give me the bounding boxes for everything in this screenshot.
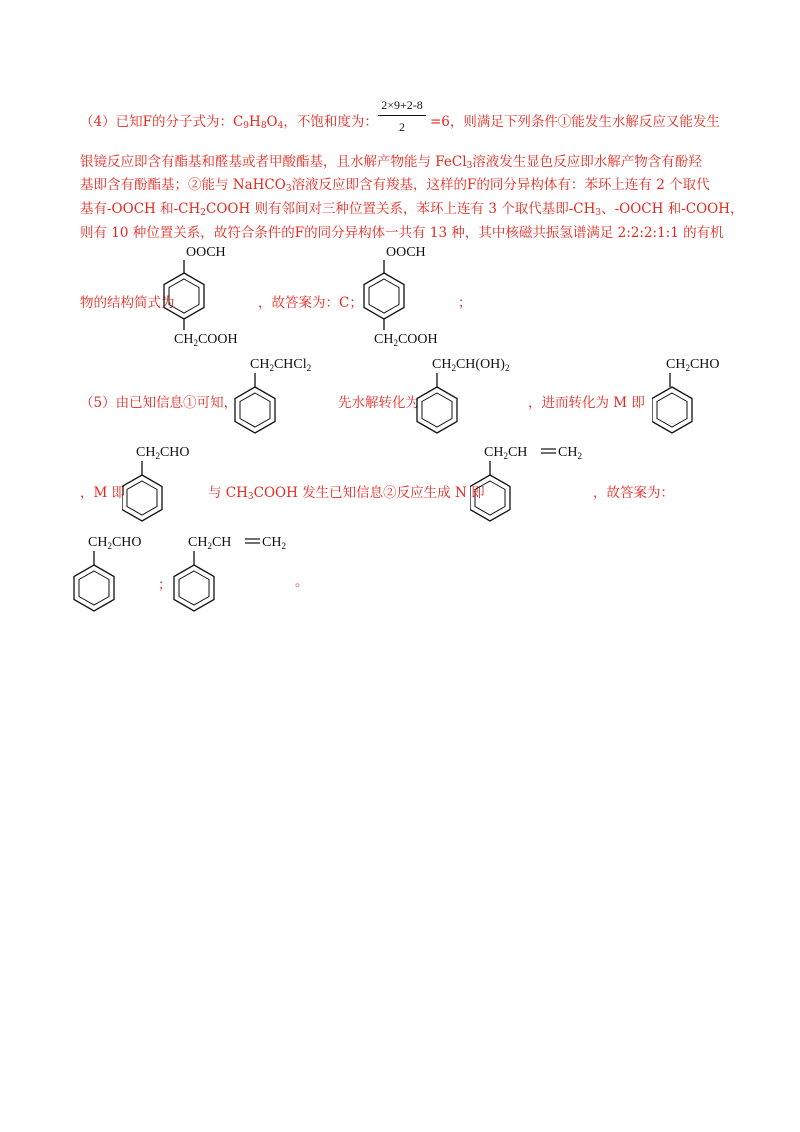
structure-allylbenzene-1 <box>470 440 600 526</box>
p4-line4: 基有-OOCH 和$-CH_2COOH$ 则有邻间对三种位置关系，苯环上连有 3 个取代基即$-CH_3$、-OOCH 和-COOH， <box>80 201 744 218</box>
p5-line2-a: ，M 即 <box>80 485 126 501</box>
p5-line1-b: 先水解转化为 <box>338 395 419 411</box>
unsaturation-fraction: $\frac{2\times 9+2-8}{2}$ <box>378 98 426 135</box>
svg-text:CH2CHO: $CH_2CHO$ <box>136 445 190 461</box>
p4-line6-b: ，故答案为：C； <box>258 295 363 311</box>
svg-text:CH2CHCl2: $CH_2CHCl_2$ <box>250 357 312 373</box>
svg-text:OOCH: OOCH <box>386 245 426 260</box>
ooch-label: OOCH <box>186 245 226 260</box>
aromatic-inner-ring <box>169 279 199 313</box>
p4-line1-end: =6，则满足下列条件①能发生水解反应又能发生 <box>430 114 720 130</box>
structure-ch2chcl2 <box>230 352 340 438</box>
svg-text:CH2CH(OH)2: $CH_2CH(OH)_2$ <box>432 357 510 373</box>
structure-ch2cho-2 <box>122 440 212 526</box>
svg-text:CH2COOH: $CH_2COOH$ <box>174 332 238 348</box>
p4-line6-c: ； <box>458 295 472 311</box>
p4-line1: （4）已知F的分子式为：$C_9H_8O_4$，不饱和度为： <box>80 114 378 131</box>
p4-line2: 银镜反应即含有酯基和醛基或者甲酸酯基，且水解产物能与 FeCl$_3$溶液发生显色反应即水解产物含有酚羟 <box>80 154 702 171</box>
p4-line6-a: 物的结构简式为 <box>80 295 175 311</box>
svg-text:CH2: $CH_2$ <box>262 535 286 551</box>
svg-text:CH2CH: $CH_2CH$ <box>484 445 528 461</box>
svg-text:CH2CH: $CH_2CH$ <box>188 535 232 551</box>
p5-line2-b: 与 $CH_3COOH$ 发生已知信息②反应生成 N 即 <box>208 485 485 502</box>
p5-line1-c: ，进而转化为 M 即 <box>528 395 645 411</box>
svg-text:CH2COOH: $CH_2COOH$ <box>374 332 438 348</box>
svg-text:CH2CHO: $CH_2CHO$ <box>666 357 720 373</box>
structure-para-ooch-ch2cooh-2 <box>360 240 470 348</box>
svg-text:CH2: $CH_2$ <box>558 445 582 461</box>
structure-ch2cho-1 <box>652 352 742 438</box>
p5-line1-a: （5）由已知信息①可知， <box>80 395 238 411</box>
structure-allylbenzene-answer <box>170 530 300 616</box>
structure-ch2cho-answer <box>68 530 168 616</box>
structure-para-ooch-ch2cooh-1 <box>160 240 270 348</box>
p5-answer-sep: ； <box>158 577 172 593</box>
svg-text:CH2CHO: $CH_2CHO$ <box>88 535 142 551</box>
p5-line2-c: ，故答案为： <box>593 485 674 501</box>
p5-period: 。 <box>295 574 309 590</box>
p4-line5: 则有 10 种位置关系，故符合条件的F的同分异构体一共有 13 种，其中核磁共振氢谱满足 2:2:2:1:1 的有机 <box>80 225 724 241</box>
structure-ch2ch-oh2 <box>412 352 542 438</box>
p4-line3: 基即含有酚酯基；②能与 NaHCO$_3$溶液反应即含有羧基，这样的F的同分异构体有：苯环上连有 2 个取代 <box>80 177 710 194</box>
